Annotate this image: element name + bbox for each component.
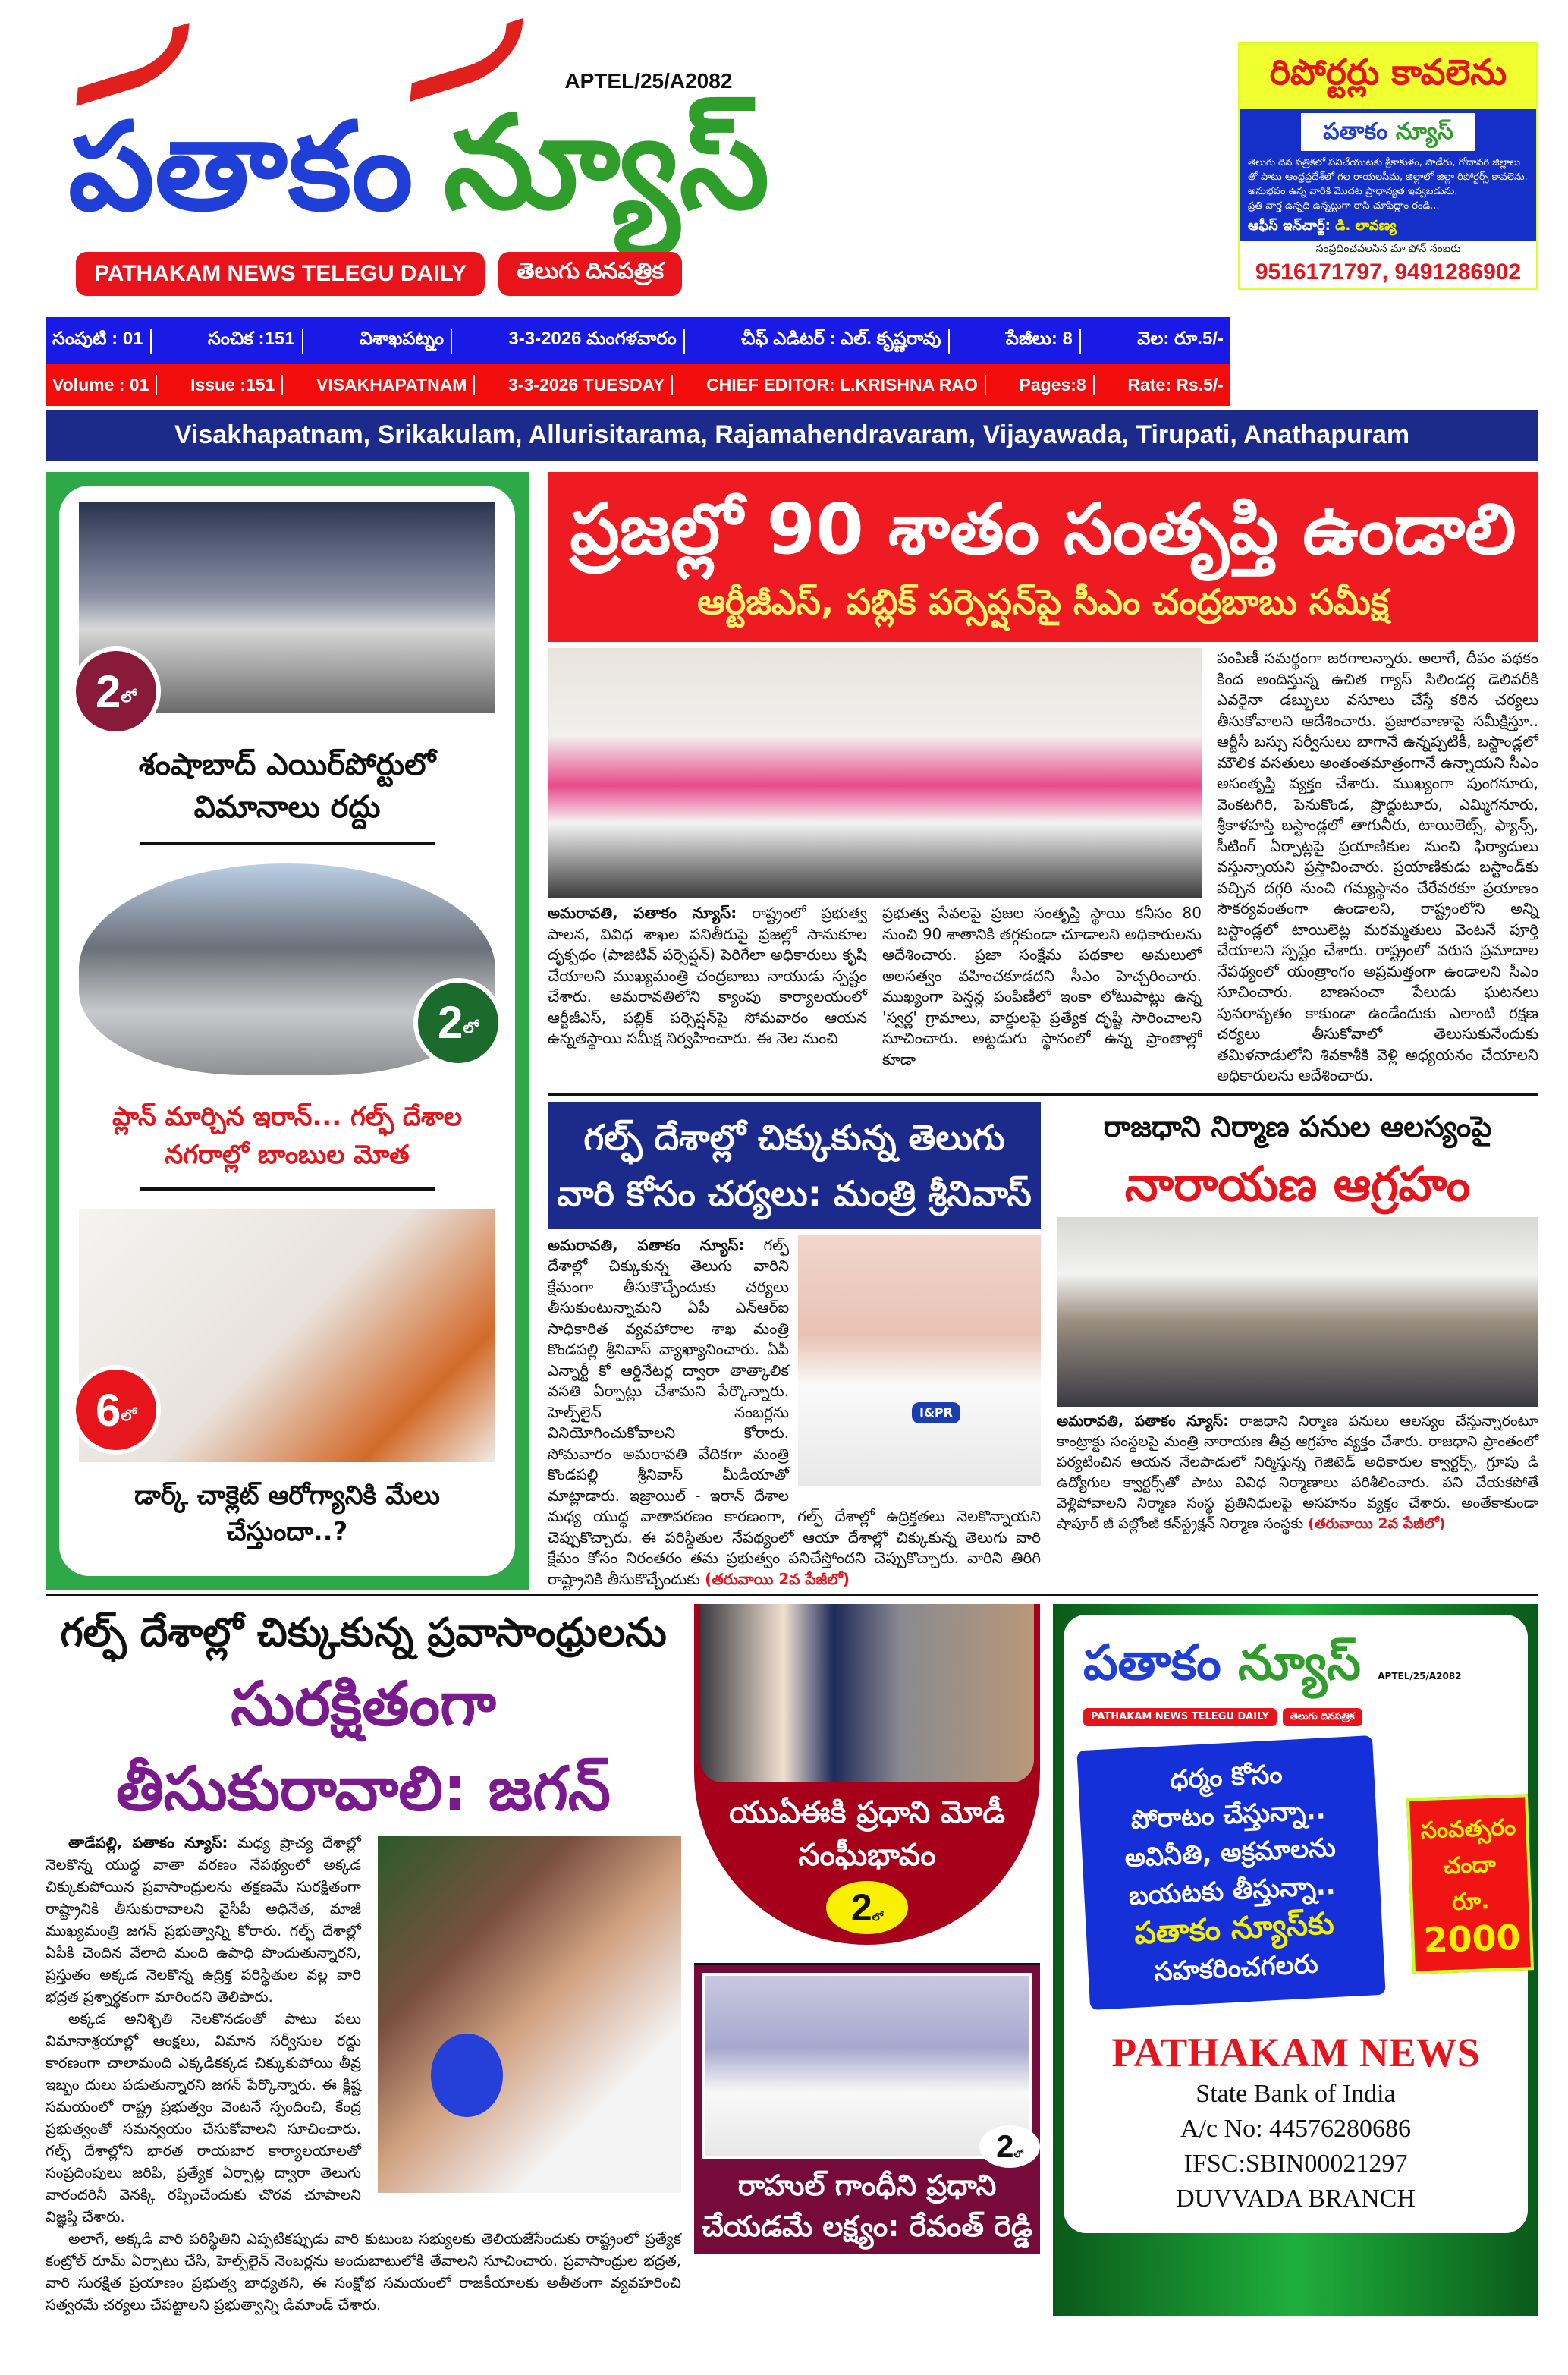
office-incharge: ఆఫీస్ ఇన్‌చార్జ్: డి. లావణ్య [1248,218,1397,234]
chief-editor: CHIEF EDITOR: L.KRISHNA RAO [699,375,986,395]
lead-col-1: అమరావతి, పతాకం న్యూస్: రాష్ట్రంలో ప్రభుత్వ పాలన, వివిధ శాఖల పనితీరుపై ప్రజల్లో సానుకూల దృక్పథం (పాజిటివ్ పర్సెప్షన్) పెరిగేలా అధికారులు కృషి చేయాలని ముఖ్యమంత్రి చంద్రబాబు నాయుడు స్పష్టం చేశారు. అమరావతిలోని క్యాంపు కార్యాలయంలో ఆర్టీజీఎస్, పబ్లిక్ పర్సెప్షన్‌పై సోమవారం ఆయన ఉన్నతస్థాయి సమీక్ష నిర్వహించారు. ఈ నెల నుంచి [548,904,867,1047]
jagan-photo [378,1836,681,2193]
jagan-body-cont: భద్రత, వారి సురక్షిత ప్రయాణం ప్రభుత్వ బాధ్యతని, ఈ సంక్షోభ సమయంలో రాజకీయాలకు అతీతంగా వ్యవహరించి సత్వరమే చర్యలు చేపట్టాలని ప్రభుత్వాన్ని డిమాండ్ చేశారు. [46,2252,681,2314]
narayana-article [1057,1102,1538,1590]
revanth-photo [702,1973,1032,2164]
lead-subheadline: ఆర్టీజీఎస్, పబ్లిక్ పర్సెప్షన్‌పై సీఎం చంద్రబాబు సమీక్ష [697,581,1389,622]
review-meeting-photo [548,648,1202,898]
revanth-brief [694,1963,1040,2254]
page-badge: 2 లో [71,646,161,736]
sidebar-briefs [46,472,529,1590]
mic-label: I&PR [912,1402,960,1423]
date: 3-3-2026 మంగళవారం [501,329,684,354]
gulf-article [548,1102,1041,1590]
main-content [46,472,1538,2316]
price: Rate: Rs.5/- [1127,375,1224,395]
ad-logo: పతాకం న్యూస్ [1301,113,1475,151]
price: వెల: రూ.5/- [1137,328,1224,349]
divider [140,842,435,845]
ad-slogan: ధర్మం కోసం పోరాటం చేస్తున్నా.. అవినీతి, అక్రమాలను బయటకు తీస్తున్నా.. పతాకం న్యూస్‌కు సహకరించగలరు [1076,1735,1385,2010]
logo-telugu: పతాకం [68,96,413,238]
brief-headline[interactable]: శంషాబాద్ ఎయిర్‌పోర్టులో విమానాలు రద్దు [138,747,436,826]
volume: Volume : 01 [46,375,157,395]
phone-label: సంప్రదించవలసిన మా ఫోన్ నంబరు [1240,241,1536,257]
issue: సంచిక :151 [201,329,303,354]
logo-news: న్యూస్ [443,88,770,238]
tagline-english: PATHAKAM NEWS TELEGU DAILY [76,252,485,296]
explosion-photo [79,863,495,1074]
brief-headline[interactable]: ప్లాన్ మార్చిన ఇరాన్... గల్ఫ్ దేశాల నగరాల్లో బాంబుల మోత [112,1101,462,1170]
gulf-body-cont: దేశాల్లో ఉద్రిక్తతలు నెలకొన్నాయని చెప్పుకొచ్చారు. ఈ పరిస్థితుల నేపథ్యంలో ఆయా దేశాల్లో చిక్కుకున్న తెలుగు వారి క్షేమం కోసం నిరంతరం తమ ప్రభుత్వం పనిచేస్తోందని చెప్పుకొచ్చారు. వారిని తిరిగి రాష్ట్రానికి తీసుకొచ్చేందుకు [548,1507,1041,1588]
info-bar-telugu [46,317,1230,364]
chocolate-photo [79,1209,495,1462]
ad-title: రిపోర్టర్లు కావలెను [1269,52,1507,93]
divider [140,1188,435,1191]
modi-headline[interactable]: యుఏఈకి ప్రధాని మోడీ సంఘీభావం [729,1795,1005,1873]
chief-editor: చీఫ్ ఎడిటర్ : ఎల్. కృష్ణరావు [734,329,949,354]
volume: సంపుటి : 01 [46,329,152,354]
issue: Issue :151 [184,375,283,395]
page-badge: 6 లో [71,1365,161,1455]
jagan-headline[interactable]: సురక్షితంగా తీసుకురావాలి: జగన్ [116,1669,611,1824]
jagan-body: తాడేపల్లి, పతాకం న్యూస్: మధ్య ప్రాచ్య దేశాల్లో నెలకొన్న యుద్ధ వాతా వరణం నేపథ్యంలో అక్కడ చిక్కుకుపోయిన ప్రవాసాంధ్రులను తక్షణమే సురక్షితంగా రాష్ట్రానికి తీసుకురావాలని వైసీపీ అధినేత, మాజీ ముఖ్యమంత్రి జగన్ ప్రభుత్వాన్ని కోరారు. గల్ఫ్ దేశాల్లో ఏపీకి చెందిన వేలాది మంది ఉపాధి పొందుతున్నారని, ప్రస్తుతం అక్కడ నెలకొన్న ఉద్రిక్త పరిస్థితుల వల్ల వారి భద్రత ప్రశ్నార్థకంగా మారిందని తెలిపారు. అక్కడ అనిశ్చితి నెలకొనడంతో పాటు పలు విమానాశ్రయాల్లో ఆంక్షలు, విమాన సర్వీసుల రద్దు కారణంగా చాలామంది ఎక్కడికక్కడ చిక్కుకుపోయి తీవ్ర ఇబ్బం దులు పడుతున్నారని జగన్ పేర్కొన్నారు. ఈ క్లిష్ట సమయంలో రాష్ట్ర ప్రభుత్వం వెంటనే స్పందించి, కేంద్ర ప్రభుత్వంతో సమన్వయం చేసుకోవాలని సూచించారు. గల్ఫ్ దేశాల్లోని భారత రాయబార కార్యాలయాలతో సంప్రదింపులు జరిపి, ప్రత్యేక ఏర్పాట్ల ద్వారా తెలుగు వారందరినీ వెనక్కి రప్పించేందుకు చొరవ చూపాలని విజ్ఞప్తి చేశారు. అలాగే, అక్కడి వారి పరిస్థితిని ఎప్పటికప్పుడు వారి కుటుంబ సభ్యులకు తెలియజేసేందుకు రాష్ట్రంలో ప్రత్యేక కంట్రోల్ రూమ్ ఏర్పాటు చేసి, హెల్ప్‌లైన్ నెంబర్లను అందుబాటులోకి తేవాలని సూచించారు. ప్రవాసాంధ్రుల భద్రత, వారి సురక్షిత ప్రయాణం ప్రభుత్వ బాధ్యతని, ఈ సంక్షోభ సమయంలో రాజకీయాలకు అతీతంగా వ్యవహరించి సత్వరమే చర్యలు చేపట్టాలని ప్రభుత్వాన్ని డిమాండ్ చేశారు. [46,1834,681,2314]
masthead-logo [53,38,1221,311]
microphone-icon [431,2034,503,2117]
brief-headline[interactable]: డార్క్ చాక్లెట్ ఆరోగ్యానికి మేలు చేస్తుందా..? [134,1480,440,1547]
page-badge: 2 లో [413,978,503,1068]
minister-srinivas-photo [798,1235,1041,1486]
ad-tagline: PATHAKAM NEWS TELEGU DAILY [1083,1708,1277,1726]
middle-briefs [694,1604,1040,2316]
airport-photo [79,502,495,717]
editions-bar: Visakhapatnam, Srikakulam, Allurisitarama, Rajamahendravaram, Vijayawada, Tirupati, Anathapuram [46,410,1538,461]
ad-logo: పతాకం న్యూస్ APTEL/25/A2082 [1083,1635,1462,1691]
modi-brief [694,1604,1040,1945]
page-badge: 2లో [979,2125,1040,2168]
registration-number: APTEL/25/A2082 [564,69,733,93]
narayana-body: అమరావతి, పతాకం న్యూస్: రాజధాని నిర్మాణ పనులు ఆలస్యం చేస్తున్నారంటూ కాంట్రాక్టు సంస్థలపై మంత్రి నారాయణ తీవ్ర ఆగ్రహం వ్యక్తం చేశారు. రాజధాని ప్రాంతంలో పర్యటించిన ఆయన నేలపాడులో నిర్మిస్తున్న గెజిటెడ్ అధికారుల క్వార్టర్స్, గ్రూపు డి ఉద్యోగుల క్వార్టర్స్‌తో పాటు వివిధ నిర్మాణాలు పరిశీలించారు. పని చేయకపోతే వెళ్లిపోవాలని నిర్మాణ సంస్థ ప్రతినిధులపై అసహనం వ్యక్తం చేశారు. అంతేకాకుండా షాపూర్ జీ పల్లోంజీ కన్‌స్ట్రక్షన్ నిర్మాణ సంస్థకు (తరువాయి 2వ పేజీలో) [1057,1412,1538,1532]
lead-headline[interactable]: ప్రజల్లో 90 శాతం సంతృప్తి ఉండాలి [570,489,1516,570]
phone-numbers: 9516171797, 9491286902 [1240,257,1536,288]
ad-text: ప్రతి వార్త ఉన్నది ఉన్నట్టుగా రాసి చూపిద్దాం రండి... [1248,200,1440,212]
reporters-wanted-ad [1238,42,1538,290]
lead-headline-box [548,472,1538,642]
subscription-ad [1053,1604,1538,2316]
revanth-headline[interactable]: రాహుల్ గాంధీని ప్రధాని చేయడమే లక్ష్యం: రేవంత్ రెడ్డి [702,2169,1032,2243]
lead-col-3: పంపిణీ సమర్థంగా జరగాలన్నారు. అలాగే, దీపం పథకం కింద అందిస్తున్న ఉచిత గ్యాస్ సిలిండర్ల డెలివరీకి ఎవరైనా డబ్బులు వసూలు చేస్తే కఠిన చర్యలు తీసుకోవాలని ఆదేశించారు. ప్రజారవాణాపై సమీక్షిస్తూ.. ఆర్టీసీ బస్సు సర్వీసులు బాగానే ఉన్నప్పటికీ, బస్టాండ్లలో మౌలిక వసతులు అంతంతమాత్రంగానే ఉన్నాయని సీఎం అసంతృప్తి వ్యక్తం చేశారు. ముఖ్యంగా పుంగనూరు, వెంకటగిరి, పెనుకొండ, ప్రొద్దుటూరు, ఎమ్మిగనూరు, శ్రీకాళహస్తి బస్టాండ్లలో తాగునీరు, టాయిలెట్స్, ఫ్యాన్స్, సీటింగ్ ఏర్పాట్లపై ప్రయాణికుల నుంచి ఫిర్యాదులు వస్తున్నాయని ప్రస్తావించారు. ప్రయాణికుడు బస్టాండ్‌కు వచ్చిన దగ్గరి నుంచి గమ్యస్థానం చేరేవరకూ ప్రయాణం సౌకర్యవంతంగా ఉండాలని, రాష్ట్రంలోని అన్ని బస్టాండ్లలో టాయిలెట్ల మరమ్మతులు వెంటనే పూర్తి చేయాలని స్పష్టం చేశారు. రాష్ట్రంలో వరుస ప్రమాదాల నేపథ్యంలో యంత్రాంగం అప్రమత్తంగా ఉండాలని సీఎం సూచించారు. బాణసంచా పేలుడు ఘటనలు పునరావృతం కాకుండా ఉండేందుకు ఎలాంటి రక్షణ చర్యలు తీసుకోవాలో తెలుసుకునేందుకు తమిళనాడులోని శివకాశీకి వెళ్లి అధ్యయనం చేయాలని అధికారులను ఆదేశించారు. [1217,649,1538,1084]
right-column [548,472,1538,1590]
gulf-body: అమరావతి, పతాకం న్యూస్: గల్ఫ్ దేశాల్లో చిక్కుకున్న తెలుగు వారిని క్షేమంగా తీసుకొచ్చేందుకు చర్యలు తీసుకుంటున్నామని ఏపీ ఎన్‌ఆర్‌ఐ సాధికారిత వ్యవహారాల శాఖ మంత్రి కొండపల్లి శ్రీనివాస్ వ్యాఖ్యానించారు. ఏపీ ఎన్నార్టీ కో ఆర్డినేటర్ల ద్వారా తాత్కాలిక వసతి ఏర్పాట్లు చేశామని పేర్కొన్నారు. హెల్ప్‌లైన్ నంబర్లను వినియోగించుకోవాలని కోరారు. సోమవారం అమరావతి వేదికగా మంత్రి కొండపల్లి శ్రీనివాస్ మీడియాతో మాట్లాడారు. ఇజ్రాయిల్ - ఇరాన్ దేశాల మధ్య యుద్ధ వాతావరణం కారణంగా, గల్ఫ్ దేశాల్లో ఉద్రిక్తతలు నెలకొన్నాయని చెప్పుకొచ్చారు. ఈ పరిస్థితుల నేపథ్యంలో ఆయా దేశాల్లో చిక్కుకున్న తెలుగు వారి క్షేమం కోసం నిరంతరం తమ ప్రభుత్వం పనిచేస్తోందని చెప్పుకొచ్చారు. వారిని తిరిగి రాష్ట్రానికి తీసుకొచ్చేందుకు (తరువాయి 2వ పేజీలో) [548,1235,1041,1588]
continued-link[interactable]: (తరువాయి 2వ పేజీలో) [1308,1515,1446,1532]
modi-photo [700,1604,1034,1782]
ad-tagline: తెలుగు దినపత్రిక [1283,1708,1362,1726]
city: విశాఖపట్నం [353,329,452,354]
jagan-kicker: గల్ఫ్ దేశాల్లో చిక్కుకున్న ప్రవాసాంధ్రులను [60,1610,667,1656]
bank-details: PATHAKAM NEWS State Bank of India A/c No: 44576280686 IFSC:SBIN00021297 DUVVADA BRANCH [1111,2030,1480,2213]
jagan-article [46,1604,681,2316]
pages: Pages:8 [1013,375,1095,395]
info-bar-english [46,364,1230,406]
gulf-headline[interactable]: గల్ఫ్ దేశాల్లో చిక్కుకున్న తెలుగు వారి కోసం చర్యలు: మంత్రి శ్రీనివాస్ [548,1102,1041,1229]
continued-link[interactable]: (తరువాయి 2వ పేజీలో) [705,1569,850,1588]
divider [548,1093,1538,1096]
date: 3-3-2026 TUESDAY [501,375,673,395]
lead-col-2: ప్రభుత్వ సేవలపై ప్రజల సంతృప్తి స్థాయి కనీసం 80 నుంచి 90 శాతానికి తగ్గకుండా చూడాలని అధికారులను ఆదేశించారు. ప్రజా సంక్షేమ పథకాల అమలులో అలసత్వం వహించకూడదని సీఎం హెచ్చరించారు. ముఖ్యంగా పెన్షన్ల పంపిణీలో ఇంకా లోటుపాట్లు ఉన్న 'స్వర్ణ' గ్రామాలు, వార్డులపై ప్రత్యేక దృష్టి సారించాలని సూచించారు. అట్టడుగు స్థానంలో ఉన్న ప్రాంతాల్లో కూడా [882,904,1202,1068]
ad-text: అనుభవం ఉన్న వారికి మొదట ప్రాధాన్యత ఇవ్వబడును. [1248,186,1458,197]
narayana-headline[interactable]: నారాయణ ఆగ్రహం [1124,1156,1471,1212]
narayana-site-photo [1057,1217,1538,1407]
pages: పేజీలు: 8 [999,329,1081,354]
narayana-kicker: రాజధాని నిర్మాణ పనుల ఆలస్యంపై [1103,1109,1492,1143]
city: VISAKHAPATNAM [310,375,475,395]
subscription-price: సంవత్సరం చందా రూ. 2000 [1406,1794,1534,1974]
page-badge: 2లో [826,1881,908,1934]
ad-text: తెలుగు దిన పత్రికలో పనిచేయుటకు శ్రీకాకుళం, పాడేరు, గోదావరి జిల్లాలు తో పాటు ఆంధ్రప్రదేశ్‌లో గల రాయలసీమ, జిల్లాలో జిల్లా రిపోర్టర్స్ కావలెను. [1248,157,1528,183]
tagline-telugu: తెలుగు దినపత్రిక [498,252,682,296]
